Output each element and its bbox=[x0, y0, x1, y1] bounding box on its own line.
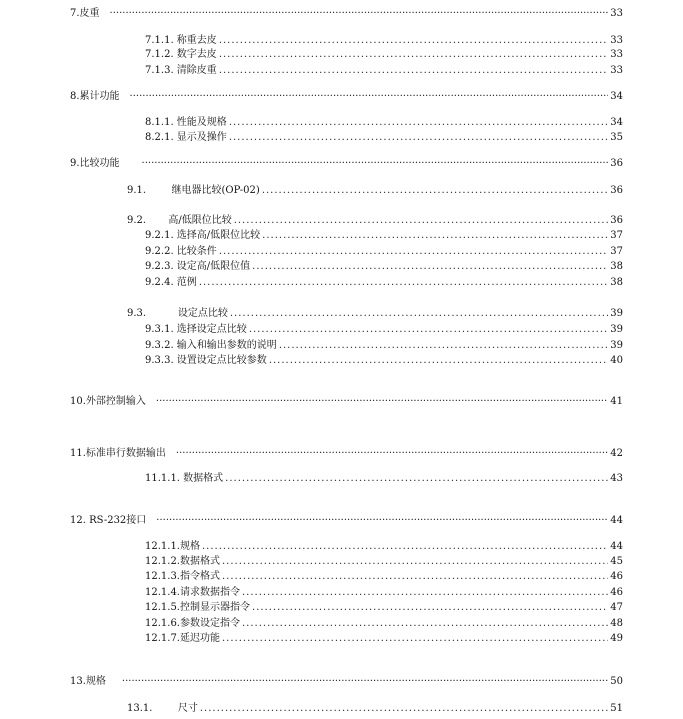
toc-entry-label: 12.1.3.指令格式 bbox=[145, 571, 220, 582]
toc-entry-section-8[interactable] bbox=[70, 90, 623, 103]
toc-entry-12-1-5[interactable] bbox=[145, 601, 623, 614]
leader-dots bbox=[222, 570, 608, 583]
leader-dots bbox=[222, 632, 608, 645]
toc-page-number: 36 bbox=[610, 158, 623, 169]
toc-entry-9-2-1[interactable] bbox=[145, 229, 623, 242]
toc-entry-9-3-2[interactable] bbox=[145, 339, 623, 352]
toc-entry-section-12[interactable] bbox=[70, 514, 623, 527]
leader-dots bbox=[242, 617, 608, 630]
toc-page-number: 34 bbox=[610, 117, 623, 128]
toc-entry-12-1-4[interactable] bbox=[145, 586, 623, 599]
toc-entry-label: 7.1.3. 清除皮重 bbox=[145, 65, 217, 76]
toc-entry-label: 9.2.3. 设定高/低限位值 bbox=[145, 261, 251, 272]
toc-entry-label: 12.1.5.控制显示器指令 bbox=[145, 602, 250, 613]
toc-entry-7-1-3[interactable] bbox=[145, 64, 623, 77]
toc-entry-8-2-1[interactable] bbox=[145, 131, 623, 144]
leader-dots bbox=[219, 245, 608, 258]
toc-entry-7-1-1[interactable] bbox=[145, 34, 623, 47]
toc-entry-9-3-3[interactable] bbox=[145, 354, 623, 367]
toc-entry-7-1-2[interactable] bbox=[145, 48, 623, 61]
toc-page-number: 39 bbox=[610, 308, 623, 319]
toc-entry-label: 11.1.1. 数据格式 bbox=[145, 473, 224, 484]
toc-page-number: 33 bbox=[610, 65, 623, 76]
toc-entry-9-1[interactable] bbox=[127, 184, 623, 197]
toc-entry-label: 9.2. 高/低限位比较 bbox=[127, 215, 232, 226]
leader-dots bbox=[229, 131, 608, 144]
toc-entry-label: 12.1.2.数据格式 bbox=[145, 556, 220, 567]
toc-entry-label: 12.1.1.规格 bbox=[145, 541, 200, 552]
toc-page-number: 34 bbox=[610, 91, 623, 102]
leader-dots bbox=[122, 675, 608, 688]
toc-entry-12-1-2[interactable] bbox=[145, 555, 623, 568]
toc-page-number: 33 bbox=[610, 8, 623, 19]
toc-entry-9-2-4[interactable] bbox=[145, 276, 623, 289]
toc-entry-label: 7.皮重 bbox=[70, 8, 100, 19]
leader-dots bbox=[110, 7, 609, 20]
toc-entry-section-11[interactable] bbox=[70, 447, 623, 460]
toc-entry-12-1-7[interactable] bbox=[145, 632, 623, 645]
toc-page-number: 37 bbox=[610, 230, 623, 241]
leader-dots bbox=[219, 48, 608, 61]
toc-entry-label: 7.1.2. 数字去皮 bbox=[145, 49, 217, 60]
leader-dots bbox=[230, 307, 608, 320]
toc-page-number: 43 bbox=[610, 473, 623, 484]
toc-entry-12-1-3[interactable] bbox=[145, 570, 623, 583]
toc-page-number: 41 bbox=[610, 396, 623, 407]
toc-page-number: 36 bbox=[610, 215, 623, 226]
toc-entry-section-10[interactable] bbox=[70, 395, 623, 408]
leader-dots bbox=[219, 64, 608, 77]
toc-page-number: 50 bbox=[610, 676, 623, 687]
toc-entry-label: 9.3. 设定点比较 bbox=[127, 308, 228, 319]
toc-entry-label: 13.1. 尺寸 bbox=[127, 703, 198, 714]
toc-page-number: 39 bbox=[610, 340, 623, 351]
toc-entry-label: 12.1.4.请求数据指令 bbox=[145, 587, 240, 598]
toc-entry-9-3[interactable] bbox=[127, 307, 623, 320]
toc-entry-label: 9.2.2. 比较条件 bbox=[145, 246, 217, 257]
toc-page-number: 45 bbox=[610, 556, 623, 567]
toc-entry-label: 7.1.1. 称重去皮 bbox=[145, 35, 217, 46]
toc-entry-section-9[interactable] bbox=[70, 157, 623, 170]
leader-dots bbox=[279, 339, 608, 352]
toc-page-number: 38 bbox=[610, 277, 623, 288]
toc-page-number: 37 bbox=[610, 246, 623, 257]
leader-dots bbox=[202, 540, 608, 553]
toc-entry-label: 12.1.7.延迟功能 bbox=[145, 633, 220, 644]
leader-dots bbox=[219, 34, 608, 47]
leader-dots bbox=[222, 555, 608, 568]
toc-entry-12-1-6[interactable] bbox=[145, 617, 623, 630]
toc-page-number: 33 bbox=[610, 35, 623, 46]
toc-entry-label: 8.2.1. 显示及操作 bbox=[145, 132, 227, 143]
toc-page-number: 33 bbox=[610, 49, 623, 60]
toc-entry-13-1[interactable] bbox=[127, 702, 623, 715]
toc-page-number: 42 bbox=[610, 448, 623, 459]
toc-entry-label: 9.3.1. 选择设定点比较 bbox=[145, 324, 247, 335]
toc-entry-section-13[interactable] bbox=[70, 675, 623, 688]
leader-dots bbox=[200, 702, 608, 715]
toc-entry-label: 13.规格 bbox=[70, 676, 106, 687]
leader-dots bbox=[225, 472, 608, 485]
toc-entry-9-2-3[interactable] bbox=[145, 260, 623, 273]
toc-entry-label: 9.3.3. 设置设定点比较参数 bbox=[145, 355, 267, 366]
toc-page-number: 38 bbox=[610, 261, 623, 272]
leader-dots bbox=[252, 260, 608, 273]
leader-dots bbox=[130, 90, 609, 103]
toc-page-number: 46 bbox=[610, 587, 623, 598]
toc-entry-label: 8.1.1. 性能及规格 bbox=[145, 117, 227, 128]
leader-dots bbox=[262, 184, 608, 197]
toc-entry-8-1-1[interactable] bbox=[145, 116, 623, 129]
leader-dots bbox=[156, 514, 608, 527]
toc-entry-label: 10.外部控制输入 bbox=[70, 396, 146, 407]
toc-entry-label: 12.1.6.参数设定指令 bbox=[145, 618, 240, 629]
toc-entry-section-7[interactable] bbox=[70, 7, 623, 20]
leader-dots bbox=[156, 395, 608, 408]
toc-page-number: 39 bbox=[610, 324, 623, 335]
leader-dots bbox=[229, 116, 608, 129]
toc-page-number: 44 bbox=[610, 515, 623, 526]
toc-page-number: 47 bbox=[610, 602, 623, 613]
toc-page-number: 49 bbox=[610, 633, 623, 644]
toc-page-number: 35 bbox=[610, 132, 623, 143]
toc-page-number: 46 bbox=[610, 571, 623, 582]
leader-dots bbox=[242, 586, 608, 599]
leader-dots bbox=[262, 229, 608, 242]
toc-entry-label: 11.标准串行数据输出 bbox=[70, 448, 166, 459]
toc-page-number: 40 bbox=[610, 355, 623, 366]
leader-dots bbox=[252, 601, 608, 614]
leader-dots bbox=[249, 323, 608, 336]
toc-entry-12-1-1[interactable] bbox=[145, 540, 623, 553]
toc-entry-label: 9.1. 继电器比较(OP-02) bbox=[127, 185, 260, 196]
toc-entry-label: 12. RS-232接口 bbox=[70, 515, 147, 526]
toc-page-number: 48 bbox=[610, 618, 623, 629]
toc-entry-9-3-1[interactable] bbox=[145, 323, 623, 336]
toc-page-number: 44 bbox=[610, 541, 623, 552]
toc-entry-9-2-2[interactable] bbox=[145, 245, 623, 258]
toc-entry-label: 9.2.1. 选择高/低限位比较 bbox=[145, 230, 261, 241]
toc-entry-label: 9.2.4. 范例 bbox=[145, 277, 197, 288]
toc-entry-label: 8.累计功能 bbox=[70, 91, 120, 102]
toc-entry-label: 9.3.2. 输入和输出参数的说明 bbox=[145, 340, 277, 351]
leader-dots bbox=[269, 354, 608, 367]
leader-dots bbox=[234, 214, 609, 227]
toc-entry-11-1-1[interactable] bbox=[145, 472, 623, 485]
toc-page-number: 51 bbox=[610, 703, 623, 714]
toc-entry-label: 9.比较功能 bbox=[70, 158, 120, 169]
toc-entry-9-2[interactable] bbox=[127, 214, 623, 227]
leader-dots bbox=[142, 157, 609, 170]
leader-dots bbox=[199, 276, 608, 289]
toc-page-number: 36 bbox=[610, 185, 623, 196]
leader-dots bbox=[176, 447, 608, 460]
